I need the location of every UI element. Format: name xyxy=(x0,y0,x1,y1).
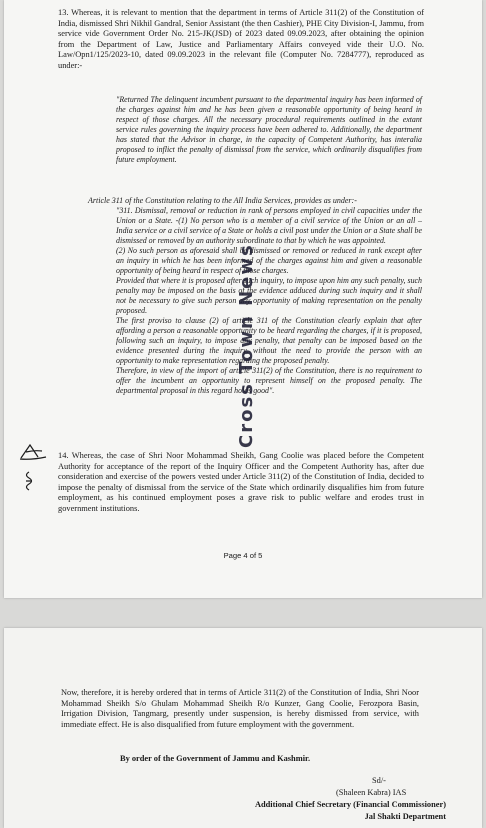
signatory-department: Jal Shakti Department xyxy=(364,812,446,821)
watermark-stamp: Cross Town News xyxy=(236,243,257,448)
document-page-4 xyxy=(4,0,482,598)
document-page-5 xyxy=(4,628,482,828)
paragraph-13: 13. Whereas, it is relevant to mention that the department in terms of Article 311(2) of the Constitution of India, dismissed Shri Nikhil Gandral, Senior Assistant (the then Cashier), PHE City Division-I, Jammu, from service vide Government Order No. 215-JK(JSD) of 2023 dated 09.09.2023, after obtaining the opinion from the Department of Law, Justice and Parliamentary Affairs conveyed vide their U.O. No. Law/Opn1/125/2023-10, dated 09.09.2023 in the relevant file (Computer No. 7284777), reproduced as under:- xyxy=(58,8,424,70)
signatory-designation: Additional Chief Secretary (Financial Commissioner) xyxy=(254,800,446,809)
dismissal-order-paragraph: Now, therefore, it is hereby ordered that in terms of Article 311(2) of the Constitution of India, Shri Noor Mohammad Sheikh S/o Ghulam Mohammad Sheikh R/o Kunzer, Gang Coolie, Ferozpora Basin, Irrigation Division, Tangmarg, presently under suspension, is hereby dismissed from service, with immediate effect. He is also disqualified from future employment with the government. xyxy=(61,688,419,729)
article-311-quote: "311. Dismissal, removal or reduction in rank of persons employed in civil capacities under the Union or a State. -(1) No person who is a member of a civil service of the Union or an all – India service or a civil service of a State or holds a civil post under the Union or a State shall be dismissed or removed by an authority subordinate to that by which he was appointed. (2) No such person as aforesaid shall be dismissed or removed or reduced in rank except after an inquiry in which he has been informed of the charges against him and given a reasonable opportunity of being heard in respect of those charges. Provided that where it is proposed after such inquiry, to impose upon him any such penalty, such penalty may be imposed on the basis of the evidence adduced during such inquiry and it shall not be necessary to give such person any opportunity of making representation on the penalty proposed. The first proviso to clause (2) of article 311 of the Constitution clearly explain that after affording a person a reasonable opportunity to be heard regarding the charges, if it is proposed, following such an inquiry, to impose any penalty, that penalty can be imposed based on the evidence presented during the inquiry, without the need to provide the person with an opportunity to make representation regarding the proposed penalty. Therefore, in view of the import of article 311(2) of the Constitution, there is no requirement to offer the incumbent an opportunity to represent himself on the proposed penalty. The departmental proposal in this regard holds good". xyxy=(116,206,422,395)
paragraph-14: 14. Whereas, the case of Shri Noor Mohammad Sheikh, Gang Coolie was placed before the Competent Authority for acceptance of the report of the Inquiry Officer and the Competent Authority has, after due consideration and exercise of the powers vested under Article 311(2) of the Constitution of India, decided to impose the penalty of dismissal from the service of the State which ordinarily disqualifies him from future employment, as his continued employment poses a grave risk to public welfare and erodes trust in government institutions. xyxy=(58,451,424,513)
signatory-name: (Shaleen Kabra) IAS xyxy=(336,788,407,797)
handwritten-initial-mark xyxy=(18,442,48,462)
law-opinion-quote: "Returned The delinquent incumbent pursuant to the departmental inquiry has been informed of the charges against him and he has been given a reasonable opportunity of being heard in respect of those charges. All the necessary procedural requirements outlined in the extant service rules governing the inquiry process have been adhered to. Additionally, the department has stated that the Advisor in charge, in the capacity of Competent Authority, has interalia proposed to inflict the penalty of dismissal from the service, which ordinarily disqualifies from future employment. xyxy=(116,95,422,164)
handwritten-signature-mark xyxy=(21,470,37,492)
by-order-line: By order of the Government of Jammu and Kashmir. xyxy=(120,754,311,763)
page-number: Page 4 of 5 xyxy=(223,551,263,560)
sd-line: Sd/- xyxy=(372,776,386,785)
article-311-intro: Article 311 of the Constitution relating to the All India Services, provides as under:- xyxy=(88,196,357,205)
